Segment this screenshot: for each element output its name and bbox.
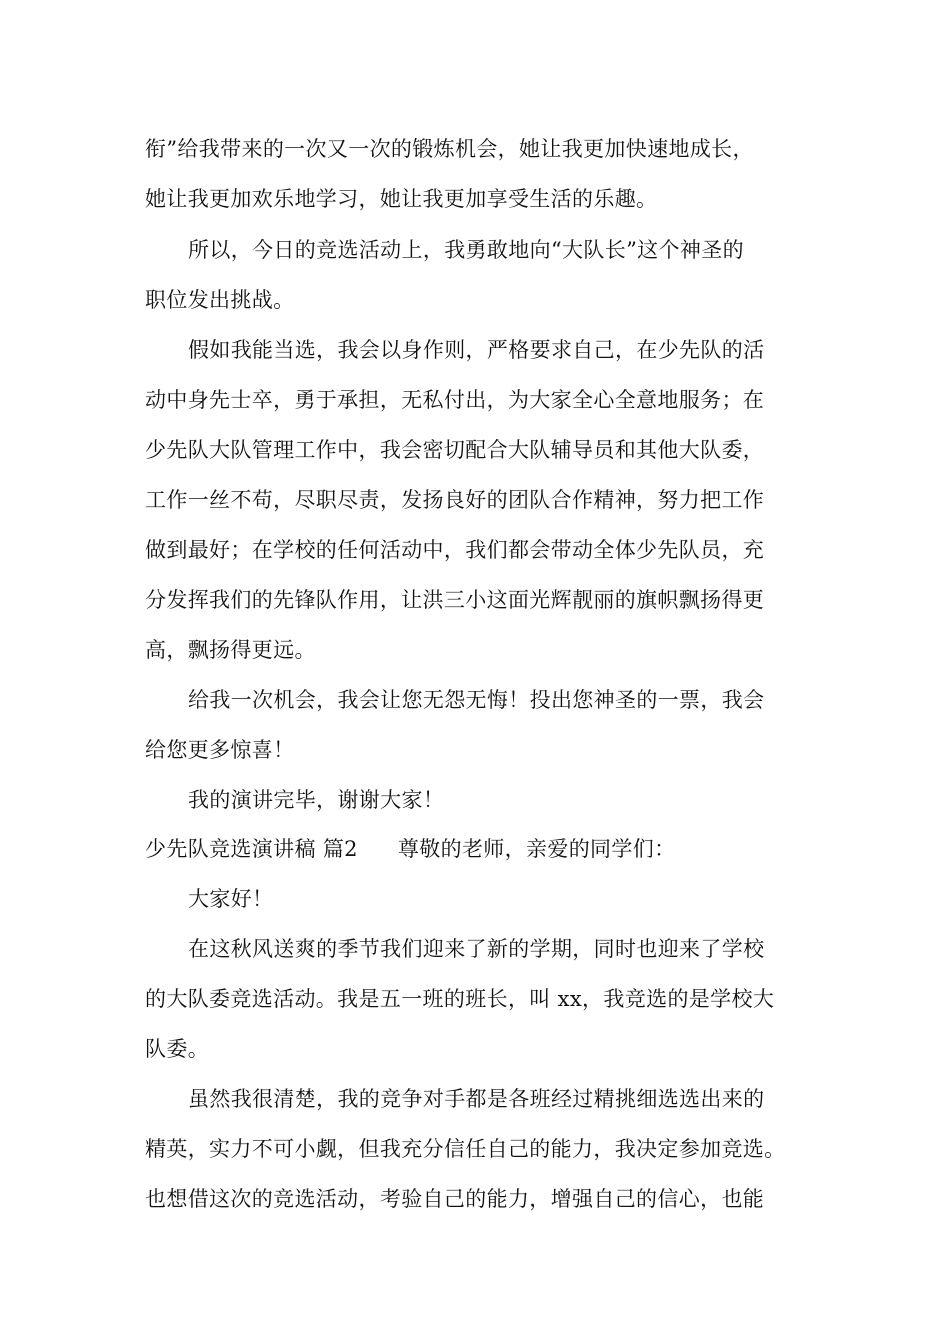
text-line: 给您更多惊喜！ — [145, 738, 295, 762]
text-line: 衔”给我带来的一次又一次的锻炼机会，她让我更加快速地成长， — [145, 137, 754, 161]
text-line: 做到最好；在学校的任何活动中，我们都会带动全体少先队员，充 — [145, 538, 765, 562]
text-line: 的大队委竞选活动。我是五一班的班长，叫 xx，我竞选的是学校大 — [145, 987, 775, 1011]
text-line: 工作一丝不苟，尽职尽责，发扬良好的团队合作精神，努力把工作 — [145, 488, 765, 512]
text-line: 假如我能当选，我会以身作则，严格要求自己，在少先队的活 — [188, 338, 765, 362]
text-line: 也想借这次的竞选活动，考验自己的能力，增强自己的信心，也能 — [145, 1187, 765, 1211]
text-line: 少先队大队管理工作中，我会密切配合大队辅导员和其他大队委， — [145, 438, 765, 462]
section-title: 少先队竞选演讲稿 篇2 — [145, 837, 358, 861]
text-line: 她让我更加欢乐地学习，她让我更加享受生活的乐趣。 — [145, 187, 658, 211]
text-line: 给我一次机会，我会让您无怨无悔！投出您神圣的一票，我会 — [188, 688, 765, 712]
text-line: 分发挥我们的先锋队作用，让洪三小这面光辉靓丽的旗帜飘扬得更 — [145, 588, 765, 612]
text-line: 动中身先士卒，勇于承担，无私付出，为大家全心全意地服务；在 — [145, 388, 765, 412]
text-line: 大家好！ — [188, 887, 274, 911]
text-line: 虽然我很清楚，我的竞争对手都是各班经过精挑细选选出来的 — [188, 1087, 765, 1111]
text-line: 在这秋风送爽的季节我们迎来了新的学期，同时也迎来了学校 — [188, 937, 765, 961]
text-line: 队委。 — [145, 1037, 210, 1061]
text-line: 所以，今日的竞选活动上，我勇敢地向“大队长”这个神圣的 — [188, 238, 744, 262]
text-line: 精英，实力不可小觑，但我充分信任自己的能力，我决定参加竞选。 — [145, 1137, 786, 1161]
salutation: 尊敬的老师，亲爱的同学们： — [397, 837, 676, 861]
text-line: 我的演讲完毕，谢谢大家！ — [188, 788, 445, 812]
section-heading — [145, 832, 825, 866]
text-line: 职位发出挑战。 — [145, 288, 295, 312]
text-line: 高，飘扬得更远。 — [145, 638, 316, 662]
